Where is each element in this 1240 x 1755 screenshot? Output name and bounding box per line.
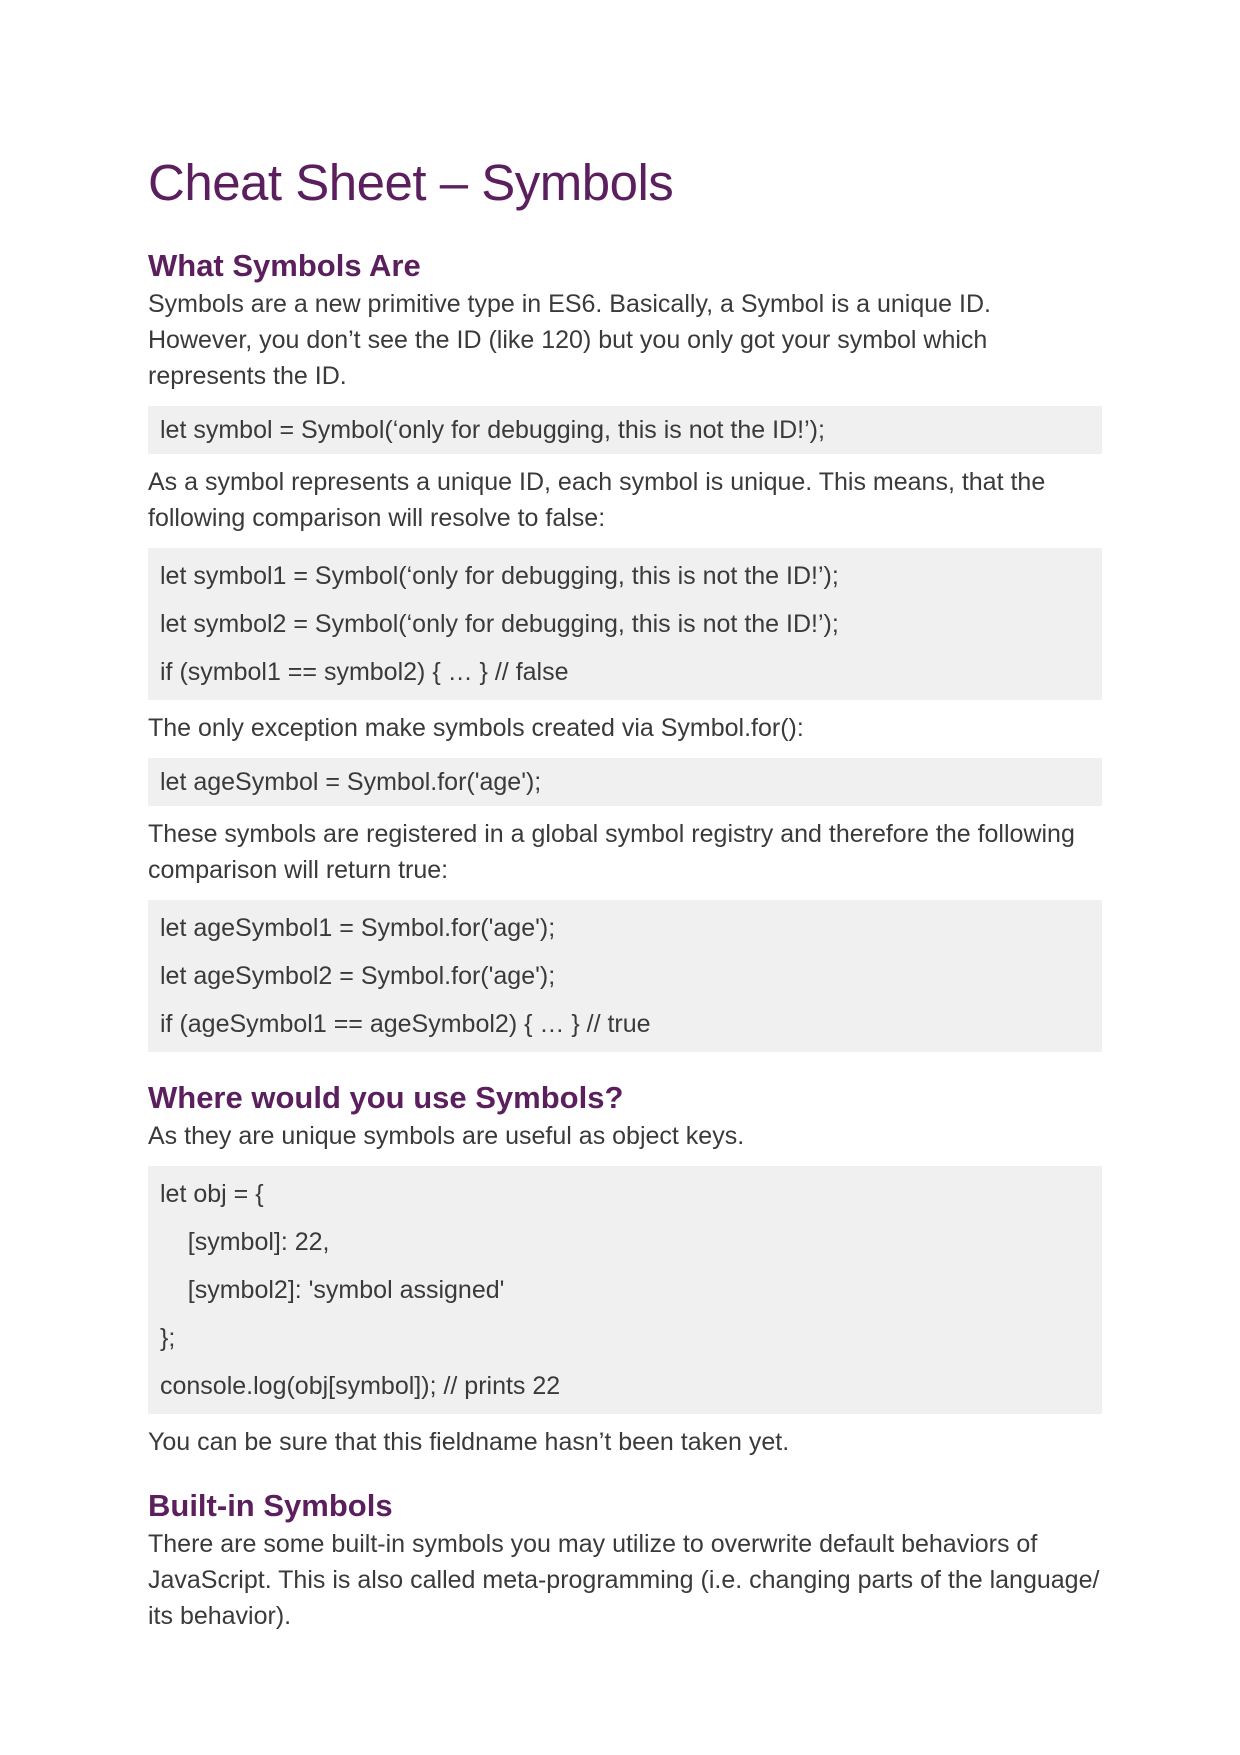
paragraph: As they are unique symbols are useful as object keys. [148,1122,745,1150]
code-line: let symbol1 = Symbol(‘only for debugging, this is not the ID!’); [160,562,839,590]
paragraph: There are some built-in symbols you may utilize to overwrite default behaviors of JavaScript. This is also called meta-programming (i.e. changing parts of the language/ its behavior). [148,1530,1100,1630]
paragraph: Symbols are a new primitive type in ES6. Basically, a Symbol is a unique ID. However, you don’t see the ID (like 120) but you only got your symbol which represents the ID. [148,290,991,390]
paragraph: You can be sure that this fieldname hasn’t been taken yet. [148,1428,790,1456]
section-heading: What Symbols Are [148,248,421,283]
page-title: Cheat Sheet – Symbols [148,154,674,211]
code-block [148,406,1102,454]
paragraph: The only exception make symbols created via Symbol.for(): [148,714,804,742]
code-line: console.log(obj[symbol]); // prints 22 [160,1372,561,1400]
section-heading: Built-in Symbols [148,1488,393,1523]
code-block [148,548,1102,700]
code-block [148,900,1102,1052]
code-line: let symbol = Symbol(‘only for debugging, this is not the ID!’); [160,416,825,444]
paragraph: As a symbol represents a unique ID, each symbol is unique. This means, that the following comparison will resolve to false: [148,468,1046,532]
section-what-symbols-are [148,246,1102,1052]
code-block [148,758,1102,806]
code-line: [symbol2]: 'symbol assigned' [160,1276,505,1304]
code-block [148,1166,1102,1414]
code-line: [symbol]: 22, [160,1228,330,1256]
code-line: let symbol2 = Symbol(‘only for debugging, this is not the ID!’); [160,610,839,638]
code-line: let ageSymbol2 = Symbol.for('age'); [160,962,556,990]
code-line: let obj = { [160,1180,264,1208]
section-heading: Where would you use Symbols? [148,1080,624,1115]
code-line: if (ageSymbol1 == ageSymbol2) { … } // true [160,1010,651,1038]
code-line: if (symbol1 == symbol2) { … } // false [160,658,569,686]
code-line: let ageSymbol = Symbol.for('age'); [160,768,542,796]
code-line: }; [160,1324,176,1352]
section-built-in-symbols [148,1486,1102,1634]
section-where-use-symbols [148,1078,1102,1460]
document-page [148,148,1102,1634]
paragraph: These symbols are registered in a global symbol registry and therefore the following comparison will return true: [148,820,1075,884]
code-line: let ageSymbol1 = Symbol.for('age'); [160,914,556,942]
